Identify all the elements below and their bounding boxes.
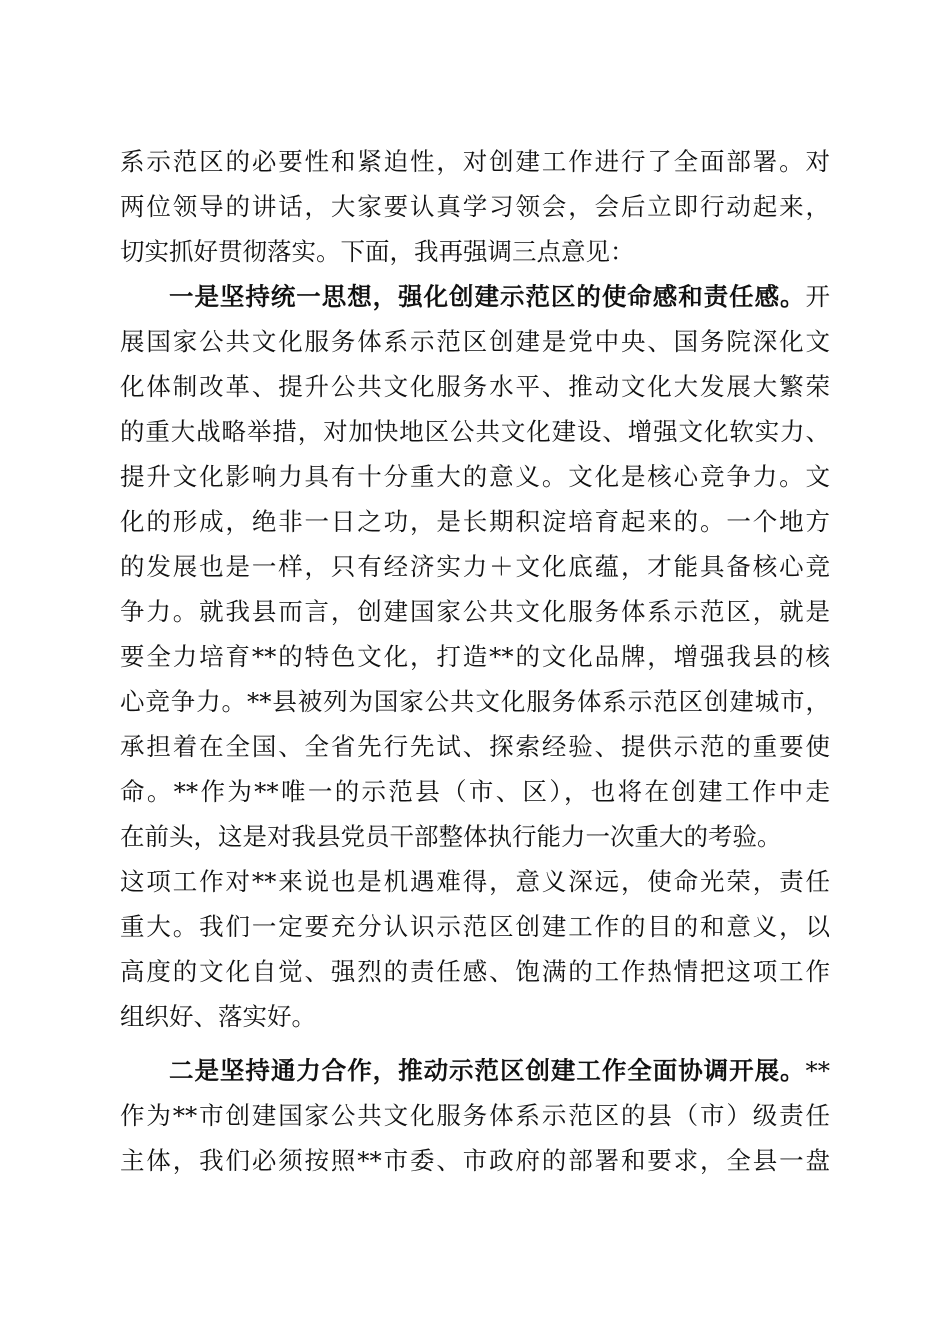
heading-trailing-text: 开 <box>805 282 830 311</box>
text-line: 化体制改革、提升公共文化服务水平、推动文化大发展大繁荣 <box>120 372 830 401</box>
text-line: 争力。就我县而言，创建国家公共文化服务体系示范区，就是 <box>120 597 830 626</box>
text-line: 要全力培育**的特色文化，打造**的文化品牌，增强我县的核 <box>120 642 830 671</box>
text-line: 展国家公共文化服务体系示范区创建是党中央、国务院深化文 <box>120 327 830 356</box>
text-line: 两位领导的讲话，大家要认真学习领会，会后立即行动起来， <box>120 192 830 221</box>
text-line: 承担着在全国、全省先行先试、探索经验、提供示范的重要使 <box>120 732 830 761</box>
heading-trailing-text: ** <box>805 1056 830 1085</box>
paragraph-heading: 二是坚持通力合作，推动示范区创建工作全面协调开展。 <box>169 1056 806 1085</box>
text-line: 的重大战略举措，对加快地区公共文化建设、增强文化软实力、 <box>120 417 830 446</box>
text-line: 提升文化影响力具有十分重大的意义。文化是核心竞争力。文 <box>120 462 830 491</box>
text-line: 系示范区的必要性和紧迫性，对创建工作进行了全面部署。对 <box>120 147 830 176</box>
text-line: 主体，我们必须按照**市委、市政府的部署和要求，全县一盘 <box>120 1146 830 1175</box>
text-line: 切实抓好贯彻落实。下面，我再强调三点意见： <box>120 237 635 266</box>
text-line: 化的形成，绝非一日之功，是长期积淀培育起来的。一个地方 <box>120 507 830 536</box>
text-line: 重大。我们一定要充分认识示范区创建工作的目的和意义，以 <box>120 912 830 941</box>
text-line: 在前头，这是对我县党员干部整体执行能力一次重大的考验。 <box>120 822 782 851</box>
paragraph-point-two <box>120 1048 830 1183</box>
text-line: 这项工作对**来说也是机遇难得，意义深远，使命光荣，责任 <box>120 867 830 896</box>
text-line: 作为**市创建国家公共文化服务体系示范区的县（市）级责任 <box>120 1101 830 1130</box>
text-line: 心竞争力。**县被列为国家公共文化服务体系示范区创建城市， <box>120 687 830 716</box>
text-line: 高度的文化自觉、强烈的责任感、饱满的工作热情把这项工作 <box>120 957 830 986</box>
paragraph-point-one <box>120 274 830 1039</box>
text-line: 的发展也是一样，只有经济实力＋文化底蕴，才能具备核心竞 <box>120 552 830 581</box>
paragraph-intro <box>120 139 830 274</box>
paragraph-first-line <box>120 274 830 319</box>
paragraph-heading: 一是坚持统一思想，强化创建示范区的使命感和责任感。 <box>169 282 806 311</box>
document-body <box>120 139 830 1183</box>
text-line: 命。**作为**唯一的示范县（市、区），也将在创建工作中走 <box>120 777 830 806</box>
paragraph-first-line <box>120 1048 830 1093</box>
text-line: 组织好、落实好。 <box>120 1002 316 1031</box>
